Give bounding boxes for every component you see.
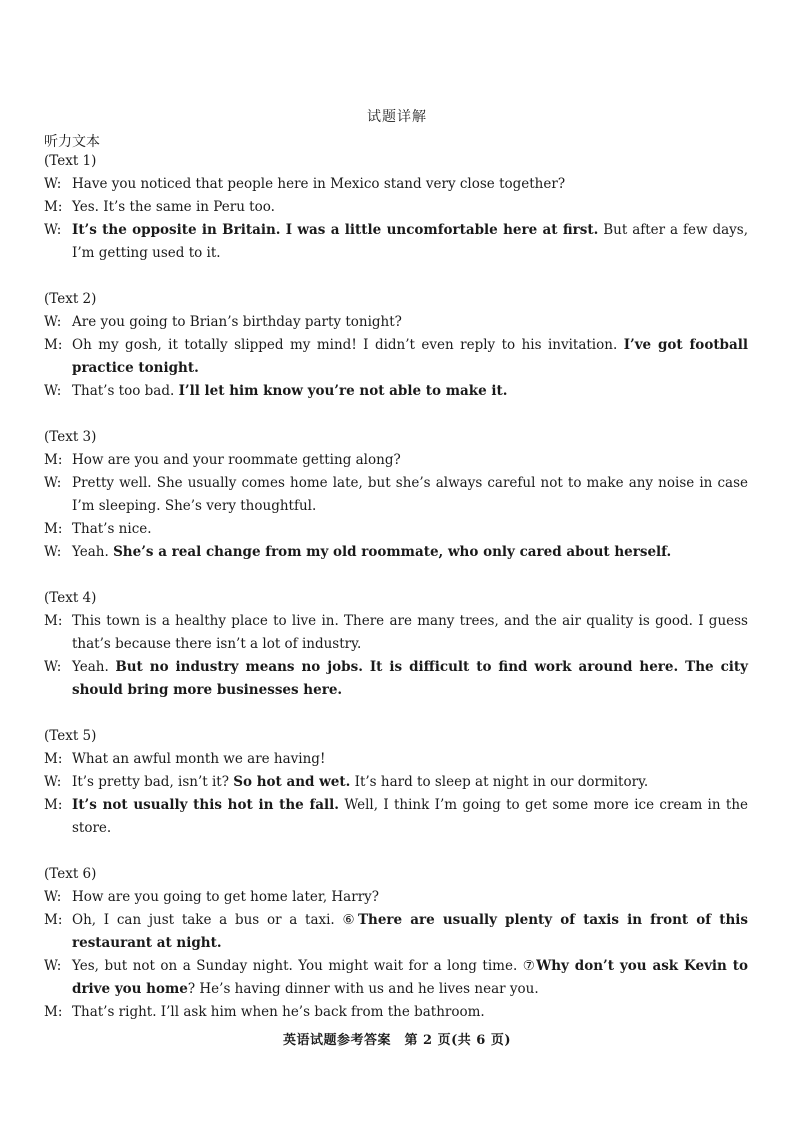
dialogue-text: What an awful month we are having!	[72, 751, 326, 767]
text-block-title: (Text 6)	[44, 866, 97, 882]
dialogue-line	[44, 311, 748, 334]
speaker-label: W:	[44, 475, 62, 491]
dialogue-line	[44, 472, 748, 518]
speaker-label: M:	[44, 912, 63, 928]
speaker-label: M:	[44, 751, 63, 767]
dialogue-text: That’s nice.	[72, 521, 152, 537]
dialogue-text: It’s hard to sleep at night in our dormitory.	[350, 774, 649, 790]
text-block	[44, 725, 748, 840]
dialogue-text: Well, I think I’m going to get some more ice cream in the store.	[72, 797, 749, 836]
dialogue-line	[44, 794, 748, 840]
dialogue-line	[44, 656, 748, 702]
dialogue-line	[44, 173, 748, 196]
answer-highlight: Why don’t you ask Kevin to drive you home	[72, 958, 748, 997]
dialogue-line	[44, 955, 748, 1001]
text-block	[44, 150, 748, 265]
answer-highlight: I’ve got football practice tonight.	[72, 337, 748, 376]
answer-highlight: It’s not usually this hot in the fall.	[72, 797, 340, 813]
answer-highlight: She’s a real change from my old roommate, who only cared about herself.	[113, 544, 672, 560]
speaker-label: M:	[44, 1004, 63, 1020]
text-block	[44, 288, 748, 403]
dialogue-line	[44, 449, 748, 472]
dialogue-text: How are you going to get home later, Harry?	[72, 889, 380, 905]
dialogue-line	[44, 771, 748, 794]
speaker-label: W:	[44, 958, 62, 974]
dialogue-text: Yeah.	[72, 659, 116, 675]
speaker-label: W:	[44, 176, 62, 192]
page-footer: 英语试题参考答案 第 2 页(共 6 页)	[283, 1033, 511, 1048]
dialogue-text: Yes. It’s the same in Peru too.	[72, 199, 275, 215]
answer-highlight: So hot and wet.	[233, 774, 351, 790]
dialogue-text: But after a few days, I’m getting used to it.	[72, 222, 748, 261]
dialogue-line	[44, 909, 748, 955]
dialogue-line	[44, 886, 748, 909]
dialogue-text: Oh my gosh, it totally slipped my mind! I didn’t even reply to his invitation.	[72, 337, 624, 353]
speaker-label: W:	[44, 383, 62, 399]
dialogue-text: Yeah.	[72, 544, 114, 560]
speaker-label: W:	[44, 314, 62, 330]
answer-highlight: I’ll let him know you’re not able to make it.	[178, 383, 508, 399]
text-block-title: (Text 4)	[44, 590, 97, 606]
dialogue-text: It’s pretty bad, isn’t it?	[72, 774, 234, 790]
dialogue-text: How are you and your roommate getting along?	[72, 452, 401, 468]
speaker-label: M:	[44, 452, 63, 468]
speaker-label: M:	[44, 797, 63, 813]
dialogue-text: That’s right. I’ll ask him when he’s back from the bathroom.	[72, 1004, 485, 1020]
text-block-title: (Text 5)	[44, 728, 97, 744]
dialogue-text: That’s too bad.	[72, 383, 179, 399]
dialogue-text: Are you going to Brian’s birthday party tonight?	[72, 314, 402, 330]
text-block-title: (Text 1)	[44, 153, 97, 169]
dialogue-line	[44, 219, 748, 265]
speaker-label: M:	[44, 199, 63, 215]
dialogue-line	[44, 610, 748, 656]
dialogue-line	[44, 541, 748, 564]
section-label: 听力文本	[44, 134, 100, 150]
dialogue-text: This town is a healthy place to live in. There are many trees, and the air quality is good. I guess that’s because there isn’t a lot of industry.	[72, 613, 748, 652]
text-block	[44, 863, 748, 1024]
transcript-content	[44, 150, 748, 1047]
speaker-label: W:	[44, 774, 62, 790]
speaker-label: M:	[44, 521, 63, 537]
page-title: 试题详解	[367, 109, 427, 125]
text-block	[44, 426, 748, 564]
speaker-label: W:	[44, 889, 62, 905]
dialogue-line	[44, 196, 748, 219]
speaker-label: W:	[44, 659, 62, 675]
text-block-title: (Text 2)	[44, 291, 97, 307]
speaker-label: W:	[44, 222, 62, 238]
dialogue-text: Yes, but not on a Sunday night. You might wait for a long time. ⑦	[72, 958, 537, 974]
speaker-label: M:	[44, 337, 63, 353]
dialogue-text: Have you noticed that people here in Mexico stand very close together?	[72, 176, 566, 192]
text-block-title: (Text 3)	[44, 429, 97, 445]
dialogue-text: Oh, I can just take a bus or a taxi. ⑥	[72, 912, 358, 928]
speaker-label: M:	[44, 613, 63, 629]
dialogue-text: Pretty well. She usually comes home late, but she’s always careful not to make any noise in case I’m sleeping. She’s very thoughtful.	[72, 475, 748, 514]
text-block	[44, 587, 748, 702]
answer-highlight: There are usually plenty of taxis in front of this restaurant at night.	[72, 912, 748, 951]
dialogue-line	[44, 334, 748, 380]
answer-highlight: It’s the opposite in Britain. I was a little uncomfortable here at first.	[72, 222, 599, 238]
dialogue-text: ? He’s having dinner with us and he lives near you.	[187, 981, 539, 997]
dialogue-line	[44, 748, 748, 771]
dialogue-line	[44, 1001, 748, 1024]
dialogue-line	[44, 380, 748, 403]
speaker-label: W:	[44, 544, 62, 560]
answer-highlight: But no industry means no jobs. It is difficult to find work around here. The city should bring more businesses here.	[72, 659, 749, 698]
dialogue-line	[44, 518, 748, 541]
